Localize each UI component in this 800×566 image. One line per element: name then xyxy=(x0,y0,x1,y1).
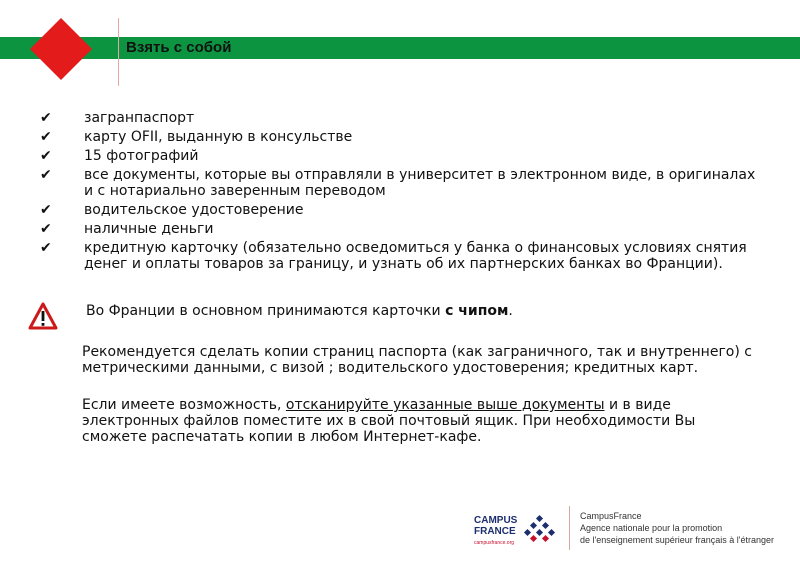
checkmark-icon: ✔ xyxy=(40,202,52,218)
checkmark-icon: ✔ xyxy=(40,167,52,183)
checkmark-icon: ✔ xyxy=(40,110,52,126)
checkmark-icon: ✔ xyxy=(40,129,52,145)
page-title: Взять с собой xyxy=(126,39,232,56)
scan-note-underlined: отсканируйте указанные выше документы xyxy=(285,397,605,413)
list-item: ✔ карту OFII, выданную в консульстве xyxy=(40,129,353,145)
footer-divider xyxy=(569,506,570,550)
list-item: ✔ водительское удостоверение xyxy=(40,202,304,218)
list-item: ✔ 15 фотографий xyxy=(40,148,199,164)
checkmark-icon: ✔ xyxy=(40,148,52,164)
header-divider xyxy=(118,18,119,86)
list-item: ✔ кредитную карточку (обязательно осведомиться у банка о финансовых условиях снятия денег и оплаты товаров за границу, и узнать об их партнерских банках во Франции). xyxy=(40,240,747,272)
recommendation-paragraph: Рекомендуется сделать копии страниц паспорта (как заграничного, так и внутреннего) с метрическими данными, с визой ; водительского удостоверения; кредитных карт. xyxy=(82,344,752,376)
scan-note-paragraph: Если имеете возможность, отсканируйте указанные выше документы и в виде электронных файлов поместите их в свой почтовый ящик. При необходимости Вы сможете распечатать копии в любом Интернет-кафе. xyxy=(82,397,696,445)
list-item: ✔ наличные деньги xyxy=(40,221,214,237)
checkmark-icon: ✔ xyxy=(40,221,52,237)
warning-note xyxy=(28,302,768,332)
checklist xyxy=(40,110,760,275)
checkmark-icon: ✔ xyxy=(40,240,52,256)
campusfrance-logo: CAMPUS FRANCE campusfrance.org xyxy=(474,514,560,548)
warning-text: Во Франции в основном принимаются карточки с чипом. xyxy=(86,303,513,319)
chip-emphasis: с чипом xyxy=(445,303,509,319)
title-bar xyxy=(0,37,800,59)
footer-org-info: CampusFrance Agence nationale pour la promotion de l'enseignement supérieur français à l'étranger xyxy=(580,511,775,545)
list-item: ✔ загранпаспорт xyxy=(40,110,195,126)
warning-triangle-icon xyxy=(28,302,58,330)
list-item: ✔ все документы, которые вы отправляли в университет в электронном виде, в оригиналах и с нотариально заверенным переводом xyxy=(40,167,756,199)
red-diamond-icon xyxy=(30,18,92,80)
logo-triangle-icon xyxy=(520,514,560,544)
